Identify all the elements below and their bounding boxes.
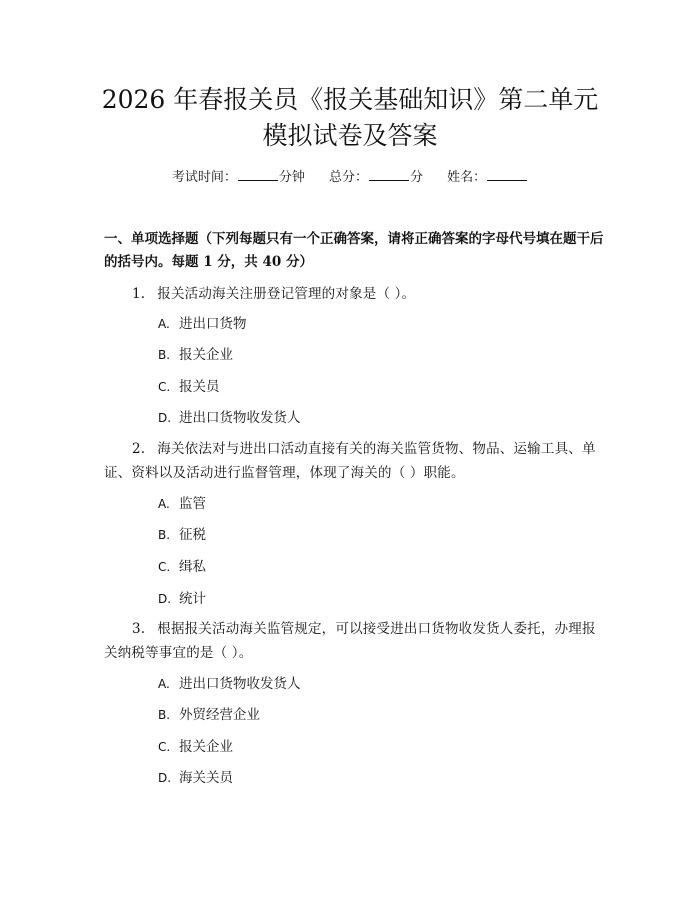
option-text: 统计 — [179, 591, 206, 607]
question-2 — [104, 437, 600, 485]
option-letter: B. — [158, 348, 171, 362]
question-3-option-d[interactable] — [158, 768, 233, 788]
question-number: 1. — [132, 286, 146, 302]
question-number: 2. — [132, 441, 146, 457]
option-text: 报关企业 — [179, 739, 233, 755]
question-2-option-d[interactable] — [158, 589, 206, 609]
option-letter: C. — [158, 560, 171, 574]
question-1-option-a[interactable] — [158, 314, 247, 334]
question-number: 3. — [132, 621, 146, 637]
exam-time-unit: 分钟 — [278, 170, 305, 185]
question-text: 报关活动海关注册登记管理的对象是（ ）。 — [157, 286, 416, 302]
option-letter: D. — [158, 592, 172, 606]
name-field — [447, 167, 528, 188]
option-letter: B. — [158, 708, 171, 722]
question-1-option-b[interactable] — [158, 345, 233, 365]
name-blank[interactable] — [487, 167, 527, 181]
option-text: 征税 — [179, 527, 206, 543]
question-text: 根据报关活动海关监管规定，可以接受进出口货物收发货人委托，办理报关纳税等事宜的是（ ）。 — [104, 621, 596, 661]
question-2-option-c[interactable] — [158, 557, 206, 577]
option-text: 海关关员 — [179, 770, 233, 786]
exam-meta-row — [0, 167, 700, 188]
exam-title-line-1: 2026 年春报关员《报关基础知识》第二单元 — [101, 85, 599, 114]
option-letter: D. — [158, 411, 172, 425]
option-letter: A. — [158, 497, 170, 511]
option-letter: B. — [158, 528, 171, 542]
exam-title-line-2: 模拟试卷及答案 — [262, 121, 438, 150]
option-text: 进出口货物收发货人 — [179, 410, 301, 426]
option-letter: C. — [158, 380, 171, 394]
exam-time-field — [172, 167, 305, 188]
question-3-option-b[interactable] — [158, 705, 260, 725]
exam-time-blank[interactable] — [238, 167, 278, 181]
option-text: 进出口货物 — [179, 316, 247, 332]
exam-time-label: 考试时间： — [171, 170, 237, 185]
option-letter: A. — [158, 677, 170, 691]
option-text: 报关员 — [179, 379, 220, 395]
question-3-option-c[interactable] — [158, 737, 233, 757]
total-score-blank[interactable] — [369, 167, 409, 181]
option-letter: D. — [158, 771, 172, 785]
question-1 — [104, 282, 600, 306]
option-letter: A. — [158, 317, 170, 331]
option-text: 监管 — [179, 496, 206, 512]
question-1-option-c[interactable] — [158, 377, 220, 397]
option-letter: C. — [158, 740, 171, 754]
question-1-option-d[interactable] — [158, 408, 301, 428]
option-text: 外贸经营企业 — [179, 707, 260, 723]
question-text: 海关依法对与进出口活动直接有关的海关监管货物、物品、运输工具、单证、资料以及活动进行监督管理，体现了海关的（ ）职能。 — [104, 441, 596, 481]
total-score-field — [329, 167, 423, 188]
option-text: 报关企业 — [179, 347, 233, 363]
name-label: 姓名： — [447, 170, 487, 185]
question-2-option-a[interactable] — [158, 494, 206, 514]
total-score-label: 总分： — [328, 170, 368, 185]
question-3-option-a[interactable] — [158, 674, 301, 694]
total-score-unit: 分 — [410, 170, 424, 185]
question-2-option-b[interactable] — [158, 525, 206, 545]
option-text: 进出口货物收发货人 — [179, 676, 301, 692]
question-3 — [104, 617, 600, 665]
option-text: 缉私 — [179, 559, 206, 575]
section-heading: 一、单项选择题（下列每题只有一个正确答案，请将正确答案的字母代号填在题干后的括号内。每题 1 分，共 40 分） — [104, 231, 604, 270]
